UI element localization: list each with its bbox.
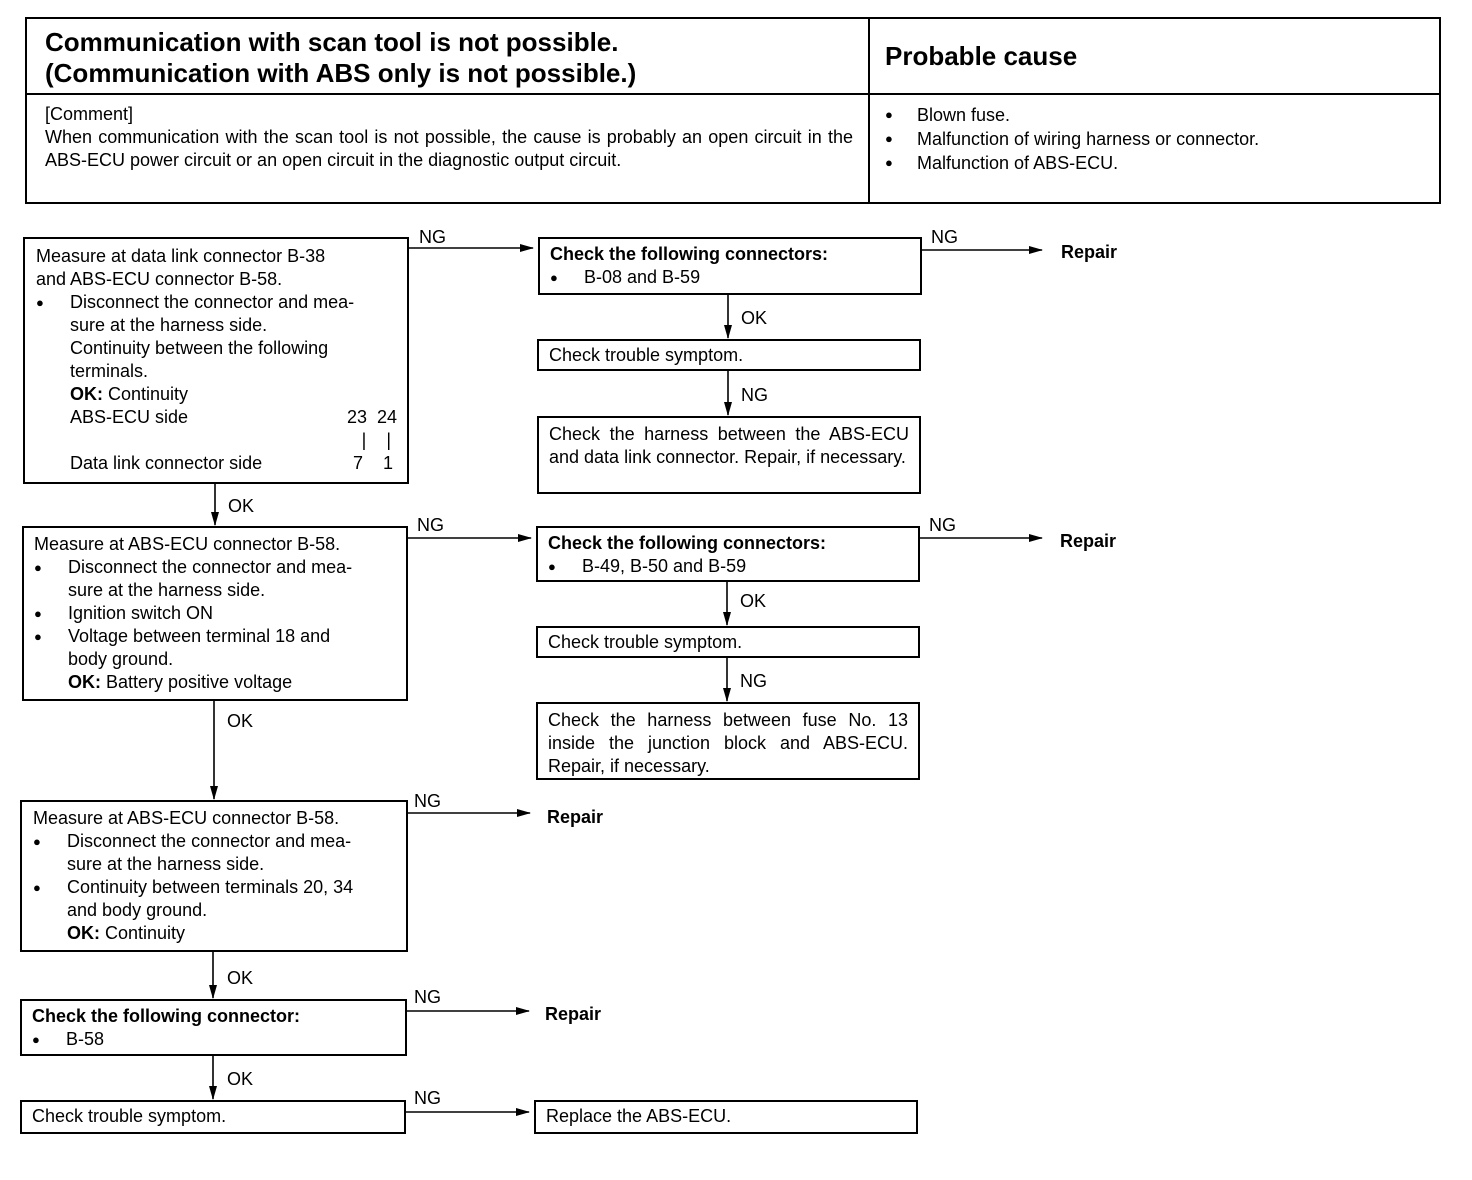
- step2-bullet2: ● Ignition switch ON: [34, 602, 396, 625]
- ok-label: OK: [227, 1069, 254, 1089]
- comment-label: [Comment]: [45, 104, 134, 124]
- step3-bullet1: ● Disconnect the connector and mea-: [33, 830, 396, 853]
- step2-bullet3: ● Voltage between terminal 18 and: [34, 625, 396, 648]
- step3-ok: [33, 922, 396, 945]
- step1-ng-connectors-box: [538, 237, 922, 295]
- ng-label: NG: [414, 791, 441, 811]
- step1-line2: and ABS-ECU connector B-58.: [36, 269, 283, 289]
- harness-text: Check the harness between the ABS-ECU and data link connector. Repair, if necessary.: [549, 424, 909, 467]
- ng-label: NG: [740, 671, 767, 691]
- check-symptom-text: Check trouble symptom.: [548, 632, 743, 652]
- cause-item: ● Malfunction of ABS-ECU.: [885, 151, 1259, 175]
- ecu-side-label: ABS-ECU side: [70, 407, 189, 427]
- ok-value: Continuity: [108, 384, 189, 404]
- step1-dlc-row: [36, 452, 397, 475]
- step1-line1: Measure at data link connector B-38: [36, 246, 326, 266]
- step1-check-symptom-box: [537, 339, 921, 371]
- harness-text: Check the harness between fuse No. 13 inside the junction block and ABS-ECU. Repair, if necessary.: [548, 710, 908, 776]
- step2-ok: [34, 671, 396, 694]
- step1-bullet: ● Disconnect the connector and mea-: [36, 291, 397, 314]
- step1-harness-box: [537, 416, 921, 494]
- check-symptom-text: Check trouble symptom.: [549, 345, 744, 365]
- ok-label: OK: [228, 496, 255, 516]
- connectors-item: ● B-08 and B-59: [550, 266, 910, 289]
- step2-harness-box: [536, 702, 920, 780]
- step3-line1: Measure at ABS-ECU connector B-58.: [33, 808, 340, 828]
- ok-value: Battery positive voltage: [106, 672, 293, 692]
- connector-item: ● B-58: [32, 1028, 395, 1051]
- repair-label: Repair: [1061, 242, 1118, 262]
- step1-bullet-cont: sure at the harness side.: [70, 315, 268, 335]
- step1-terminals: terminals.: [70, 361, 149, 381]
- step2-box: [22, 526, 408, 701]
- step1-box: [23, 237, 409, 484]
- step3-bullet2-cont: and body ground.: [67, 900, 208, 920]
- step1-ok: [36, 383, 397, 406]
- ng-label: NG: [931, 227, 958, 247]
- cause-item: ● Malfunction of wiring harness or connector.: [885, 127, 1259, 151]
- repair-label: Repair: [1060, 531, 1117, 551]
- ng-label: NG: [414, 1088, 441, 1108]
- check-symptom-text: Check trouble symptom.: [32, 1106, 227, 1126]
- step2-bullet1: ● Disconnect the connector and mea-: [34, 556, 396, 579]
- ok-label: OK: [227, 968, 254, 988]
- connectors-title: Check the following connectors:: [550, 244, 829, 264]
- title-line-1: Communication with scan tool is not possible.: [45, 27, 619, 57]
- step2-check-symptom-box: [536, 626, 920, 658]
- cause-item: ● Blown fuse.: [885, 103, 1259, 127]
- ng-label: NG: [419, 227, 446, 247]
- title-line-2: (Communication with ABS only is not possible.): [45, 58, 637, 88]
- step2-bullet1-cont: sure at the harness side.: [68, 580, 266, 600]
- ng-label: NG: [417, 515, 444, 535]
- step1-continuity: Continuity between the following: [70, 338, 329, 358]
- ok-value: Continuity: [105, 923, 186, 943]
- ok-label: OK:: [67, 923, 100, 943]
- connector-title: Check the following connector:: [32, 1006, 301, 1026]
- ng-label: NG: [741, 385, 768, 405]
- step2-ng-connectors-box: [536, 526, 920, 582]
- step4-box: [20, 999, 407, 1056]
- ok-label: OK:: [70, 384, 103, 404]
- dlc-terminals: 7 1: [352, 453, 393, 473]
- comment-text: When communication with the scan tool is not possible, the cause is probably an open circuit in the ABS-ECU power circuit or an open circuit in the diagnostic output circuit.: [45, 127, 853, 170]
- ok-label: OK: [741, 308, 768, 328]
- connectors-title: Check the following connectors:: [548, 533, 827, 553]
- probable-cause-title: Probable cause: [885, 41, 1078, 71]
- ok-label: OK: [740, 591, 767, 611]
- step2-bullet3-cont: body ground.: [68, 649, 174, 669]
- ok-label: OK: [227, 711, 254, 731]
- step1-sep-row: [36, 429, 397, 452]
- replace-ecu-text: Replace the ABS-ECU.: [546, 1106, 732, 1126]
- step3-box: [20, 800, 408, 952]
- connectors-item: ● B-49, B-50 and B-59: [548, 555, 908, 578]
- dlc-side-label: Data link connector side: [70, 453, 263, 473]
- step2-line1: Measure at ABS-ECU connector B-58.: [34, 534, 341, 554]
- step3-bullet2: ● Continuity between terminals 20, 34: [33, 876, 396, 899]
- ecu-terminals: 23 24: [346, 407, 397, 427]
- step1-ecu-row: [36, 406, 397, 429]
- step3-bullet1-cont: sure at the harness side.: [67, 854, 265, 874]
- ng-label: NG: [414, 987, 441, 1007]
- step5-box: [20, 1100, 406, 1134]
- ok-label: OK:: [68, 672, 101, 692]
- repair-label: Repair: [547, 807, 604, 827]
- ng-label: NG: [929, 515, 956, 535]
- terminal-separator: | |: [361, 430, 391, 450]
- replace-ecu-box: [534, 1100, 918, 1134]
- repair-label: Repair: [545, 1004, 602, 1024]
